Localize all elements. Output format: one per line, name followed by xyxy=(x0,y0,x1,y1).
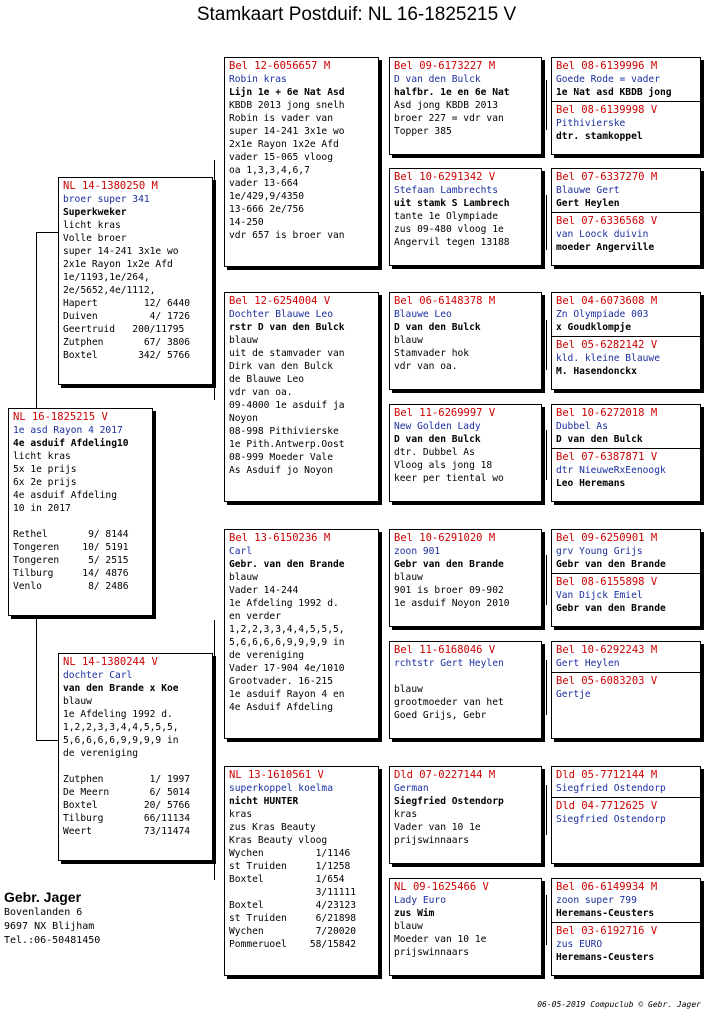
bird-info-line: 1e/429,9/4350 xyxy=(229,191,305,202)
bird-info-line: tante 1e Olympiade xyxy=(394,211,498,222)
bird-info-line: vdr van oa. xyxy=(394,361,458,372)
ring-number: NL 09-1625466 V xyxy=(394,881,489,893)
bird-info-line: Tongeren 5/ 2515 xyxy=(13,555,129,566)
ring-number: Bel 09-6250901 M xyxy=(556,532,658,544)
footer-note: 06-05-2019 Compuclub © Gebr. Jager xyxy=(537,1000,701,1009)
bird-info-line: keer per tiental wo xyxy=(394,473,504,484)
connector-line xyxy=(36,232,37,408)
bird-info-line: kras xyxy=(394,809,418,820)
bird-name: Zn Olympiade 003 xyxy=(556,309,649,320)
ring-number: NL 14-1380250 M xyxy=(63,180,158,192)
bird-info-line: blauw xyxy=(229,572,258,583)
bird-info-line: Zutphen 67/ 3806 xyxy=(63,337,191,348)
bird-name: Pithivierske xyxy=(556,118,626,129)
bird-info-line: Vader 17-904 4e/1010 xyxy=(229,663,345,674)
ring-number: Bel 10-6291020 M xyxy=(394,532,496,544)
ring-number: Bel 08-6139996 M xyxy=(556,60,658,72)
bird-info-line: Vader van 10 1e xyxy=(394,822,481,833)
bird-info-line: 2x1e Rayon 1x2e Afd xyxy=(229,139,339,150)
bird-info-line: Volle broer xyxy=(63,233,127,244)
bird-info-line: Zutphen 1/ 1997 xyxy=(63,774,191,785)
bird-name: rchtstr Gert Heylen xyxy=(394,658,504,669)
connector-line xyxy=(546,660,547,715)
ring-number: Bel 05-6083203 V xyxy=(556,675,658,687)
connector-line xyxy=(546,895,547,945)
bird-name: New Golden Lady xyxy=(394,421,481,432)
bird-info-line: van den Brande x Koe xyxy=(63,683,179,694)
bird-info-line: vader 13-664 xyxy=(229,178,299,189)
bird-name: Blauwe Leo xyxy=(394,309,452,320)
connector-line xyxy=(546,80,547,130)
bird-info-line: 1,2,2,3,3,4,4,5,5,5, xyxy=(63,722,179,733)
bird-info-line: Heremans-Ceusters xyxy=(556,952,655,963)
bird-info-line: vader 15-065 vloog xyxy=(229,152,333,163)
owner-phone: Tel.:06-50481450 xyxy=(4,935,101,946)
bird-info-line: Lijn 1e + 6e Nat Asd xyxy=(229,87,345,98)
bird-card-mmf xyxy=(389,766,542,864)
bird-info-line: Grootvader. 16-215 xyxy=(229,676,333,687)
bird-pair-g5 xyxy=(551,529,701,627)
ring-number: Bel 12-6056657 M xyxy=(229,60,331,72)
bird-info-line: Angervil tegen 13188 xyxy=(394,237,510,248)
bird-name: Van Dijck Emiel xyxy=(556,590,643,601)
ring-number: Bel 08-6155898 V xyxy=(556,576,658,588)
bird-info-line: 1e Pith.Antwerp.Oost xyxy=(229,439,345,450)
ring-number: Bel 07-6337270 M xyxy=(556,171,658,183)
bird-info-line xyxy=(13,515,148,528)
bird-name: Lady Euro xyxy=(394,895,446,906)
bird-info-line: vdr 657 is broer van xyxy=(229,230,345,241)
bird-info-line: licht kras xyxy=(13,451,71,462)
bird-info-line: 2e/5652,4e/1112, xyxy=(63,285,156,296)
bird-info-line: Asd jong KBDB 2013 xyxy=(394,100,498,111)
bird-info-line: 2x1e Rayon 1x2e Afd xyxy=(63,259,173,270)
bird-info-line: 1e asduif Rayon 4 en xyxy=(229,689,345,700)
owner-city: 9697 NX Blijham xyxy=(4,921,95,932)
bird-info-line: zus Wim xyxy=(394,908,435,919)
bird-info-line: blauw xyxy=(394,572,423,583)
bird-info-line: 1e Afdeling 1992 d. xyxy=(229,598,339,609)
bird-name: van Loock duivin xyxy=(556,229,649,240)
bird-info-line: 4e Asduif Afdeling xyxy=(229,702,333,713)
bird-info-line: 1e Nat asd KBDB jong xyxy=(556,87,672,98)
bird-info-line: uit de stamvader van xyxy=(229,348,345,359)
ring-number: Dld 04-7712625 V xyxy=(556,800,658,812)
bird-info-line: Gebr van den Brande xyxy=(556,559,666,570)
bird-info-line: Gebr van den Brande xyxy=(556,603,666,614)
bird-info-line: Robin is vader van xyxy=(229,113,333,124)
bird-info-line: Rethel 9/ 8144 xyxy=(13,529,129,540)
ring-number: Bel 10-6292243 M xyxy=(556,644,658,656)
card-divider xyxy=(552,672,700,673)
bird-card-fm xyxy=(224,292,379,502)
bird-pair-g4 xyxy=(551,404,701,502)
bird-info-line: blauw xyxy=(394,335,423,346)
bird-info-line: Boxtel 4/23123 xyxy=(229,900,357,911)
bird-card-mmm xyxy=(389,878,542,976)
bird-info-line: Tilburg 14/ 4876 xyxy=(13,568,129,579)
bird-info-line: 08-998 Pithivierske xyxy=(229,426,339,437)
ring-number: Bel 05-6282142 V xyxy=(556,339,658,351)
bird-info-line: Wychen 1/1146 xyxy=(229,848,351,859)
connector-line xyxy=(546,195,547,250)
ring-number: Bel 12-6254004 V xyxy=(229,295,331,307)
connector-line xyxy=(546,320,547,370)
bird-info-line: 5x 1e prijs xyxy=(13,464,77,475)
bird-name: dochter Carl xyxy=(63,670,133,681)
bird-info-line: prijswinnaars xyxy=(394,947,470,958)
card-divider xyxy=(552,448,700,449)
card-divider xyxy=(552,212,700,213)
bird-info-line: Vloog als jong 18 xyxy=(394,460,493,471)
bird-card-fmf xyxy=(389,292,542,390)
bird-info-line: D van den Bulck xyxy=(394,434,481,445)
bird-card-fff xyxy=(389,57,542,155)
connector-line xyxy=(546,430,547,480)
bird-info-line: 14-250 xyxy=(229,217,264,228)
bird-name: superkoppel koelma xyxy=(229,783,333,794)
bird-info-line: zus Kras Beauty xyxy=(229,822,316,833)
card-divider xyxy=(552,336,700,337)
bird-info-line: Leo Heremans xyxy=(556,478,626,489)
bird-info-line: kras xyxy=(229,809,253,820)
bird-card-mff xyxy=(389,529,542,627)
bird-pair-g1 xyxy=(551,57,701,155)
bird-info-line: de Blauwe Leo xyxy=(229,374,305,385)
connector-line xyxy=(214,160,215,400)
ring-number: Bel 10-6291342 V xyxy=(394,171,496,183)
bird-info-line: 1,2,2,3,3,4,4,5,5,5, xyxy=(229,624,345,635)
bird-pair-g8 xyxy=(551,878,701,976)
connector-line xyxy=(546,555,547,605)
bird-info-line: Wychen 7/20020 xyxy=(229,926,357,937)
bird-name: Dubbel As xyxy=(556,421,608,432)
bird-name: Stefaan Lambrechts xyxy=(394,185,498,196)
ring-number: NL 16-1825215 V xyxy=(13,411,108,423)
bird-name: Goede Rode = vader xyxy=(556,74,660,85)
bird-info-line: Boxtel 342/ 5766 xyxy=(63,350,191,361)
bird-info-line: vdr van oa. xyxy=(229,387,293,398)
bird-info-line: De Meern 6/ 5014 xyxy=(63,787,191,798)
ring-number: Bel 08-6139998 V xyxy=(556,104,658,116)
ring-number: Bel 07-6387871 V xyxy=(556,451,658,463)
bird-info-line: blauw xyxy=(63,696,92,707)
bird-info-line: Geertruid 200/11795 xyxy=(63,324,185,335)
bird-info-line: D van den Bulck xyxy=(556,434,643,445)
bird-info-line: Venlo 8/ 2486 xyxy=(13,581,129,592)
bird-info-line: KBDB 2013 jong snelh xyxy=(229,100,345,111)
ring-number: Dld 05-7712144 M xyxy=(556,769,658,781)
bird-info-line: Weert 73/11474 xyxy=(63,826,191,837)
bird-name: grv Young Grijs xyxy=(556,546,643,557)
bird-info-line: Duiven 4/ 1726 xyxy=(63,311,191,322)
ring-number: Bel 09-6173227 M xyxy=(394,60,496,72)
bird-info-line: 5,6,6,6,6,9,9,9,9 in xyxy=(229,637,345,648)
bird-info-line: 08-999 Moeder Vale xyxy=(229,452,333,463)
ring-number: Bel 13-6150236 M xyxy=(229,532,331,544)
bird-name: German xyxy=(394,783,429,794)
bird-pair-g3 xyxy=(551,292,701,390)
bird-info-line: Dirk van den Bulck xyxy=(229,361,333,372)
bird-card-mf xyxy=(224,529,379,739)
bird-info-line: super 14-241 3x1e wo xyxy=(229,126,345,137)
bird-card-main xyxy=(8,408,153,616)
bird-info-line: Gebr. van den Brande xyxy=(229,559,345,570)
bird-info-line: 5,6,6,6,6,9,9,9,9 in xyxy=(63,735,179,746)
bird-info-line: Superkweker xyxy=(63,207,127,218)
card-divider xyxy=(552,101,700,102)
bird-info-line: Noyon xyxy=(229,413,258,424)
ring-number: Bel 07-6336568 V xyxy=(556,215,658,227)
bird-info-line: oa 1,3,3,4,6,7 xyxy=(229,165,310,176)
bird-info-line: nicht HUNTER xyxy=(229,796,299,807)
bird-info-line: licht kras xyxy=(63,220,121,231)
bird-name: broer super 341 xyxy=(63,194,150,205)
owner-name: Gebr. Jager xyxy=(4,889,82,905)
bird-name: zus EURO xyxy=(556,939,603,950)
bird-name: Blauwe Gert xyxy=(556,185,620,196)
ring-number: Bel 11-6269997 V xyxy=(394,407,496,419)
ring-number: Bel 10-6272018 M xyxy=(556,407,658,419)
bird-info-line: 3/11111 xyxy=(229,887,357,898)
ring-number: Dld 07-0227144 M xyxy=(394,769,496,781)
bird-name: Dochter Blauwe Leo xyxy=(229,309,333,320)
bird-name: Gert Heylen xyxy=(556,658,620,669)
bird-name: Siegfried Ostendorp xyxy=(556,783,666,794)
bird-info-line: Siegfried Ostendorp xyxy=(394,796,504,807)
bird-info-line: 1e asduif Noyon 2010 xyxy=(394,598,510,609)
bird-info-line: 901 is broer 09-902 xyxy=(394,585,504,596)
bird-info-line: 1e/1193,1e/264, xyxy=(63,272,150,283)
card-divider xyxy=(552,573,700,574)
connector-line xyxy=(380,570,381,670)
bird-info-line: 6x 2e prijs xyxy=(13,477,77,488)
bird-name: Siegfried Ostendorp xyxy=(556,814,666,825)
bird-info-line: blauw xyxy=(394,921,423,932)
bird-info-line: Stamvader hok xyxy=(394,348,470,359)
bird-info-line: Moeder van 10 1e xyxy=(394,934,487,945)
bird-info-line: Goed Grijs, Gebr xyxy=(394,710,487,721)
owner-block xyxy=(4,888,100,948)
connector-line xyxy=(546,785,547,835)
bird-info-line: Topper 385 xyxy=(394,126,452,137)
bird-info-line: 4e asduif Afdeling10 xyxy=(13,438,129,449)
bird-card-mm xyxy=(224,766,379,976)
bird-info-line: 10 in 2017 xyxy=(13,503,71,514)
ring-number: Bel 04-6073608 M xyxy=(556,295,658,307)
bird-info-line: 13-666 2e/756 xyxy=(229,204,305,215)
ring-number: NL 14-1380244 V xyxy=(63,656,158,668)
bird-info-line: M. Hasendonckx xyxy=(556,366,637,377)
bird-info-line: Tilburg 66/11134 xyxy=(63,813,191,824)
bird-info-line: blauw xyxy=(229,335,258,346)
connector-line xyxy=(36,232,58,233)
bird-info-line: Boxtel 1/654 xyxy=(229,874,345,885)
bird-info-line: Heremans-Ceusters xyxy=(556,908,655,919)
ring-number: Bel 06-6148378 M xyxy=(394,295,496,307)
bird-info-line xyxy=(63,760,208,773)
bird-info-line: de vereniging xyxy=(229,650,305,661)
bird-info-line: prijswinnaars xyxy=(394,835,470,846)
bird-name: Gertje xyxy=(556,689,591,700)
bird-info-line: Gebr van den Brande xyxy=(394,559,504,570)
bird-info-line: Boxtel 20/ 5766 xyxy=(63,800,191,811)
connector-line xyxy=(36,600,37,740)
bird-name: D van den Bulck xyxy=(394,74,481,85)
ring-number: Bel 06-6149934 M xyxy=(556,881,658,893)
bird-name: Carl xyxy=(229,546,253,557)
card-divider xyxy=(552,797,700,798)
ring-number: Bel 11-6168046 V xyxy=(394,644,496,656)
bird-info-line: blauw xyxy=(394,684,423,695)
connector-line xyxy=(380,345,381,445)
ring-number: Bel 03-6192716 V xyxy=(556,925,658,937)
bird-card-mother xyxy=(58,653,213,861)
bird-name: Robin kras xyxy=(229,74,287,85)
bird-card-ffm xyxy=(389,168,542,266)
bird-pair-g7 xyxy=(551,766,701,864)
bird-card-ff xyxy=(224,57,379,267)
bird-info-line: en verder xyxy=(229,611,281,622)
ring-number: NL 13-1610561 V xyxy=(229,769,324,781)
bird-info-line: Kras Beauty vloog xyxy=(229,835,328,846)
bird-name: 1e asd Rayon 4 2017 xyxy=(13,425,123,436)
bird-info-line: uit stamk S Lambrech xyxy=(394,198,510,209)
bird-info-line: super 14-241 3x1e wo xyxy=(63,246,179,257)
bird-card-father xyxy=(58,177,213,385)
bird-info-line: rstr D van den Bulck xyxy=(229,322,345,333)
bird-info-line xyxy=(394,670,537,683)
bird-card-fmm xyxy=(389,404,542,502)
connector-line xyxy=(214,620,215,880)
bird-info-line: x Goudklompje xyxy=(556,322,632,333)
bird-name: zoon 901 xyxy=(394,546,441,557)
bird-info-line: st Truiden 1/1258 xyxy=(229,861,351,872)
bird-info-line: halfbr. 1e en 6e Nat xyxy=(394,87,510,98)
bird-info-line: dtr. Dubbel As xyxy=(394,447,475,458)
bird-name: kld. kleine Blauwe xyxy=(556,353,660,364)
connector-line xyxy=(380,790,381,920)
bird-info-line: dtr. stamkoppel xyxy=(556,131,643,142)
bird-card-mfm xyxy=(389,641,542,739)
bird-info-line: broer 227 = vdr van xyxy=(394,113,504,124)
bird-info-line: As Asduif jo Noyon xyxy=(229,465,333,476)
connector-line xyxy=(380,100,381,260)
bird-info-line: Gert Heylen xyxy=(556,198,620,209)
bird-pair-g6 xyxy=(551,641,701,739)
bird-info-line: zus 09-480 vloog 1e xyxy=(394,224,504,235)
bird-info-line: 09-4000 1e asduif ja xyxy=(229,400,345,411)
bird-info-line: moeder Angerville xyxy=(556,242,655,253)
bird-info-line: 4e asduif Afdeling xyxy=(13,490,117,501)
bird-info-line: Tongeren 10/ 5191 xyxy=(13,542,129,553)
bird-info-line: grootmoeder van het xyxy=(394,697,504,708)
bird-name: dtr NieuweRxEenoogk xyxy=(556,465,666,476)
bird-info-line: D van den Bulck xyxy=(394,322,481,333)
page-title: Stamkaart Postduif: NL 16-1825215 V xyxy=(196,4,517,25)
bird-info-line: 1e Afdeling 1992 d. xyxy=(63,709,173,720)
bird-info-line: Pommeruoel 58/15842 xyxy=(229,939,357,950)
bird-info-line: de vereniging xyxy=(63,748,139,759)
bird-pair-g2 xyxy=(551,168,701,266)
bird-info-line: Vader 14-244 xyxy=(229,585,299,596)
bird-info-line: st Truiden 6/21898 xyxy=(229,913,357,924)
connector-line xyxy=(36,740,58,741)
bird-info-line: Hapert 12/ 6440 xyxy=(63,298,191,309)
owner-address: Bovenlanden 6 xyxy=(4,907,83,918)
bird-name: zoon super 799 xyxy=(556,895,637,906)
card-divider xyxy=(552,922,700,923)
